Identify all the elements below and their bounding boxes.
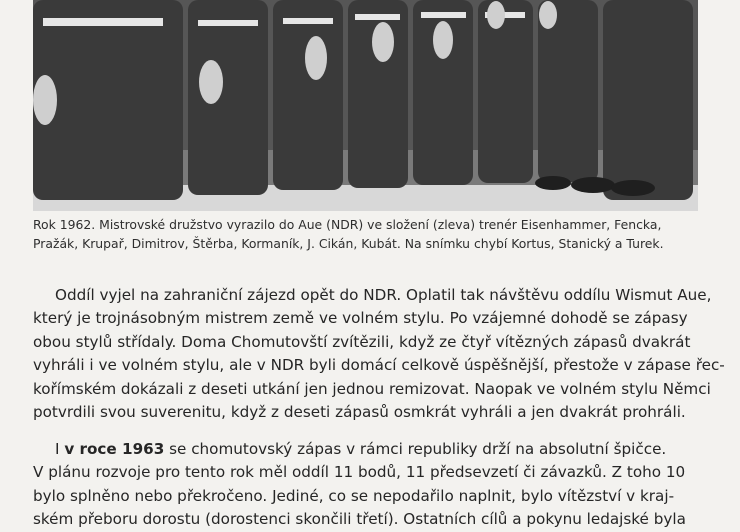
year-highlight: v roce 1963: [64, 440, 165, 458]
line-suffix: se chomutovský zápas v rámci republiky drží na absolutní špičce.: [164, 440, 667, 458]
paragraph-line: kořímském dokázali z deseti utkání jen jednou remizovat. Naopak ve volném stylu Němci: [33, 379, 711, 398]
paragraph-1963: [33, 438, 699, 532]
paragraph-line: vyhráli i ve volném stylu, ale v NDR byli domácí celkově úspěšnější, přestože v zápase řec-: [33, 356, 725, 375]
team-photo: [33, 0, 698, 211]
team-photo-illustration: [33, 0, 698, 211]
paragraph-line: ském přeboru dorostu (dorostenci skončili třetí). Ostatních cílů a pokynu ledajské byla: [33, 510, 686, 529]
caption-line: Pražák, Krupař, Dimitrov, Štěrba, Kormaník, J. Cikán, Kubát. Na snímku chybí Kortus, Stanický a Turek.: [33, 236, 664, 251]
paragraph-line: V plánu rozvoje pro tento rok měl oddíl 11 bodů, 11 předsevzetí či závazků. Z toho 10: [33, 463, 686, 482]
photo-caption: [33, 215, 703, 253]
line-prefix: I: [55, 440, 65, 458]
paragraph-line: Oddíl vyjel na zahraniční zájezd opět do NDR. Oplatil tak návštěvu oddílu Wismut Aue,: [55, 286, 712, 304]
paragraph-line: obou stylů střídaly. Doma Chomutovští zvítězili, když ze čtyř vítězných zápasů dvakrát: [33, 332, 691, 351]
paragraph-line: [33, 438, 699, 461]
paragraph-line: bylo splněno nebo překročeno. Jediné, co se nepodařilo naplnit, bylo vítězství v kraj-: [33, 486, 675, 505]
paragraph-line: potvrdili svou suverenitu, když z deseti zápasů osmkrát vyhráli a jen dvakrát prohráli.: [33, 403, 686, 422]
paragraph-ndr-trip: [33, 284, 725, 424]
paragraph-line: který je trojnásobným mistrem země ve volném stylu. Po vzájemné dohodě se zápasy: [33, 309, 688, 328]
caption-line: Rok 1962. Mistrovské družstvo vyrazilo do Aue (NDR) ve složení (zleva) trenér Eisenhammer, Fencka,: [33, 217, 662, 232]
